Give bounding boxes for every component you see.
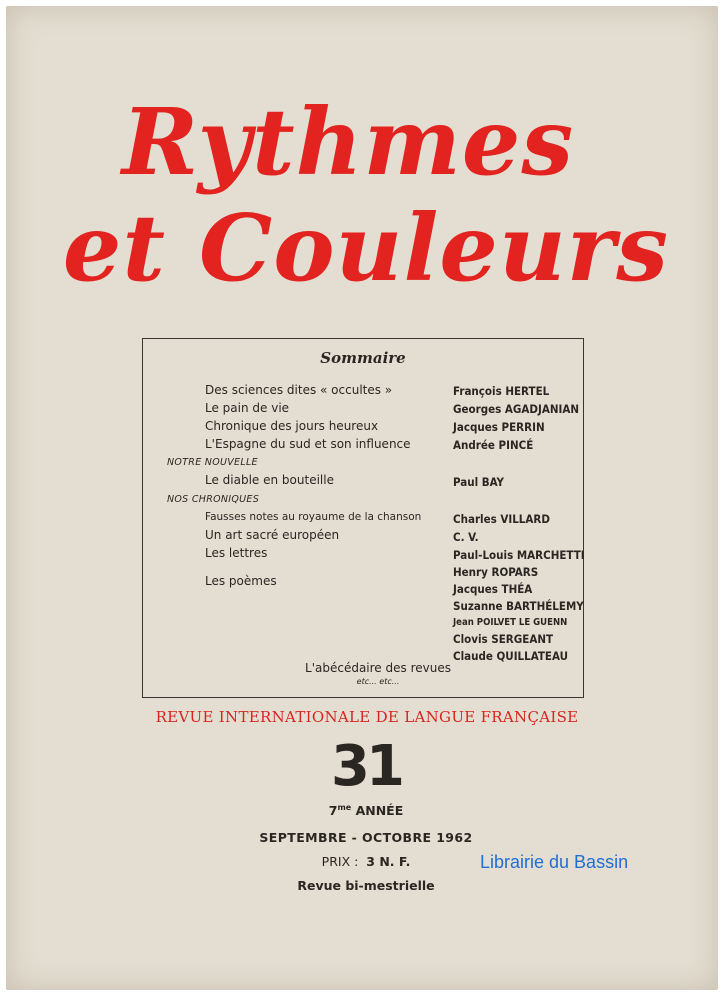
toc-chronique-author: C. V.: [453, 530, 479, 544]
toc-poemes-title: Les poèmes: [205, 574, 277, 588]
toc-heading: Sommaire: [320, 349, 406, 367]
toc-chronique-title: Les lettres: [205, 546, 268, 560]
toc-poemes-author: Claude QUILLATEAU: [453, 649, 569, 663]
annee-word: ANNÉE: [351, 803, 404, 819]
toc-article-author: Jacques PERRIN: [453, 420, 545, 434]
toc-article-title: Le pain de vie: [205, 401, 290, 415]
seller-watermark: Librairie du Bassin: [480, 852, 629, 872]
toc-poemes-author: Henry ROPARS: [453, 565, 539, 579]
annee-suffix: me: [337, 803, 352, 812]
price-value: 3 N. F.: [366, 854, 411, 869]
cover-title-line2: et Couleurs: [62, 194, 670, 302]
toc-chronique-title: Un art sacré européen: [205, 528, 340, 542]
price-label: PRIX :: [321, 854, 359, 869]
toc-poemes-author: Jacques THÉA: [453, 582, 533, 596]
toc-chronique-author: Charles VILLARD: [453, 512, 550, 526]
toc-article-title: Des sciences dites « occultes »: [205, 383, 393, 397]
toc-article-author: Georges AGADJANIAN: [453, 402, 580, 416]
publication-year: [6, 803, 718, 818]
toc-article-title: Chronique des jours heureux: [205, 419, 379, 433]
issue-date: SEPTEMBRE - OCTOBRE 1962: [259, 830, 473, 845]
toc-article-author: François HERTEL: [453, 384, 550, 398]
toc-chronique-title: Fausses notes au royaume de la chanson: [205, 511, 422, 523]
toc-nouvelle-author: Paul BAY: [453, 475, 505, 489]
magazine-cover: [6, 6, 718, 990]
cover-title-line1: Rythmes: [121, 88, 575, 196]
annee-number: 7: [328, 803, 338, 819]
toc-section-nouvelle: NOTRE NOUVELLE: [167, 457, 258, 468]
table-of-contents: [142, 338, 584, 698]
toc-etc: etc... etc...: [356, 677, 400, 686]
toc-poemes-author: Suzanne BARTHÉLEMY: [453, 599, 584, 613]
periodicity: Revue bi-mestrielle: [297, 878, 435, 893]
toc-poemes-author: Clovis SERGEANT: [453, 632, 554, 646]
toc-section-chroniques: NOS CHRONIQUES: [167, 494, 260, 505]
toc-nouvelle-title: Le diable en bouteille: [205, 473, 334, 487]
toc-chronique-author: Paul-Louis MARCHETTI: [453, 548, 585, 562]
toc-article-title: L'Espagne du sud et son influence: [205, 437, 411, 451]
toc-article-author: Andrée PINCÉ: [453, 438, 534, 452]
toc-poemes-author: Jean POILVET LE GUENN: [453, 617, 568, 628]
issue-number: 31: [331, 734, 401, 799]
toc-abecedaire: L'abécédaire des revues: [305, 661, 451, 675]
revue-subtitle: REVUE INTERNATIONALE DE LANGUE FRANÇAISE: [155, 708, 579, 726]
